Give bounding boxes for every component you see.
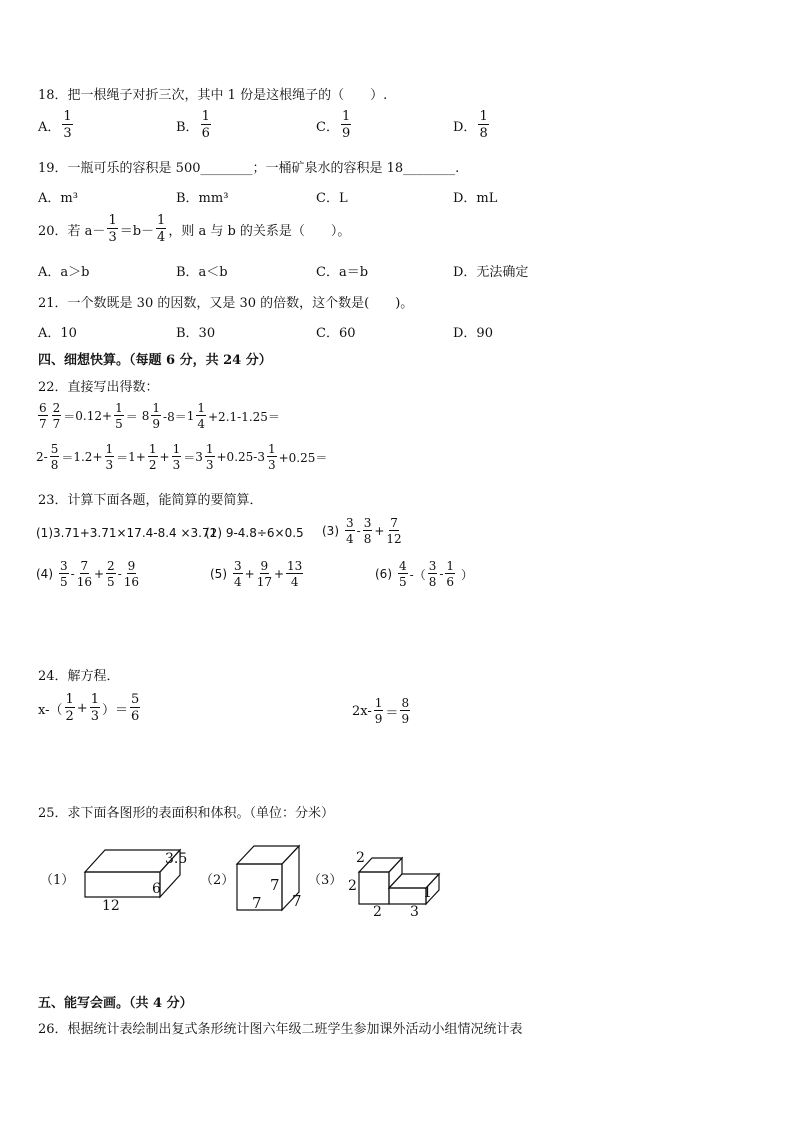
expr-text: 0.12+ <box>75 409 113 423</box>
fraction-denominator: 8 <box>428 575 437 589</box>
expr-text: 1+ <box>128 450 146 464</box>
fraction-numerator: 9 <box>260 559 269 573</box>
operator: - <box>356 524 361 538</box>
fraction-numerator: 3 <box>346 516 354 530</box>
operator: + <box>93 567 105 581</box>
q18-option-a[interactable] <box>38 110 75 140</box>
fraction-numerator: 1 <box>90 692 99 707</box>
fraction-numerator: 1 <box>205 442 214 456</box>
fraction-numerator: 1 <box>201 109 210 124</box>
q23-problem-4 <box>36 560 141 588</box>
fraction-numerator: 1 <box>479 109 488 124</box>
fraction-denominator: 3 <box>90 709 99 724</box>
fraction-numerator: 3 <box>428 559 437 573</box>
section-5-heading: 五、能写会画。（共 4 分） <box>38 996 193 1011</box>
fraction-denominator: 4 <box>234 575 242 589</box>
fraction-numerator: 4 <box>399 559 407 573</box>
fraction-denominator: 16 <box>123 575 140 589</box>
fraction-numerator: 3 <box>60 559 68 573</box>
fraction-numerator: 1 <box>105 442 114 456</box>
fraction-denominator: 2 <box>65 709 74 724</box>
fraction-numerator: 2 <box>52 401 61 415</box>
fig-3-right-edge: 1 <box>423 885 432 901</box>
fraction-numerator: 1 <box>341 109 351 124</box>
section-4-heading: 四、细想快算。（每题 6 分，共 24 分） <box>38 353 272 368</box>
operator: - <box>70 567 75 581</box>
fraction-numerator: 1 <box>63 109 72 124</box>
fig-2-side-edge: 7 <box>292 892 302 910</box>
fraction-numerator: 3 <box>363 516 372 530</box>
q18-option-c[interactable] <box>316 110 353 140</box>
expr-text: +0.25＝ <box>278 450 328 465</box>
fraction-numerator: 1 <box>267 442 276 456</box>
q24-equation-2 <box>352 697 412 725</box>
option-letter: C． <box>316 119 339 135</box>
fig-3-left-edge: 2 <box>348 878 357 894</box>
q20-stem <box>38 214 350 244</box>
fraction-denominator: 3 <box>172 458 181 472</box>
fraction-denominator: 17 <box>256 575 272 589</box>
expr-text: x-（ <box>38 702 63 718</box>
fraction-numerator: 1 <box>446 559 455 573</box>
fraction-denominator: 5 <box>399 575 407 589</box>
expr-text: 3 <box>195 450 203 464</box>
q25-stem: 25．求下面各图形的表面积和体积。（单位：分米） <box>38 806 335 821</box>
q20-option-c[interactable]: C．a＝b <box>316 265 369 280</box>
equals-sign: ＝ <box>63 409 76 424</box>
operator: + <box>76 700 88 716</box>
fraction-denominator: 4 <box>346 532 354 546</box>
fig-1-height: 3.5 <box>165 851 188 867</box>
fraction-denominator: 3 <box>105 458 114 472</box>
q23-problem-2: (2) 9-4.8÷6×0.5 <box>205 526 304 540</box>
option-letter: B． <box>176 119 199 135</box>
q19-option-d[interactable]: D．mL <box>453 191 498 206</box>
fraction-numerator: 7 <box>390 516 398 530</box>
q20-option-a[interactable]: A．a＞b <box>38 265 90 280</box>
problem-number: (4) <box>36 567 53 581</box>
fraction-numerator: 1 <box>197 401 205 415</box>
problem-number: (3) <box>322 524 339 538</box>
fraction-denominator: 5 <box>60 575 68 589</box>
fig-3-label: （3） <box>308 873 343 888</box>
expr-text: 1 <box>186 409 195 423</box>
q23-stem: 23．计算下面各题，能简算的要简算． <box>38 493 263 508</box>
fraction-numerator: 13 <box>287 559 303 573</box>
fraction-numerator: 1 <box>157 213 166 228</box>
fraction-denominator: 5 <box>115 417 123 431</box>
q20-option-d[interactable]: D．无法确定 <box>453 265 529 280</box>
q18-option-b[interactable] <box>176 110 213 140</box>
q23-problem-5 <box>210 560 305 588</box>
fraction-numerator: 8 <box>401 696 410 710</box>
q18-stem: 18．把一根绳子对折三次，其中 1 份是这根绳子的（ ）. <box>38 88 388 103</box>
expr-text: 8 <box>141 409 150 423</box>
fraction-numerator: 1 <box>172 442 181 456</box>
option-letter: D． <box>453 119 477 135</box>
q24-stem: 24．解方程． <box>38 669 120 684</box>
q19-stem: 19．一瓶可乐的容积是 500________；一桶矿泉水的容积是 18________. <box>38 161 460 176</box>
expr-text: 1.2+ <box>73 450 103 464</box>
q23-problem-6 <box>375 560 473 588</box>
q21-option-b[interactable]: B．30 <box>176 326 216 341</box>
equals-sign: ＝ <box>125 409 138 424</box>
q21-stem: 21．一个数既是 30 的因数，又是 30 的倍数，这个数是( )。 <box>38 296 414 311</box>
q20-text-post: ，则 a 与 b 的关系是（ ）。 <box>168 223 351 239</box>
fraction-denominator: 4 <box>157 230 166 245</box>
fraction-denominator: 8 <box>50 458 59 472</box>
q26-stem: 26．根据统计表绘制出复式条形统计图六年级二班学生参加课外活动小组情况统计表 <box>38 1022 523 1037</box>
fraction-denominator: 9 <box>341 126 351 141</box>
composite-solid-figure-3 <box>356 850 446 908</box>
operator: + <box>374 524 385 538</box>
operator: - <box>439 567 444 581</box>
fraction-denominator: 12 <box>386 532 402 546</box>
fraction-numerator: 7 <box>80 559 89 573</box>
fraction-denominator: 9 <box>374 712 383 726</box>
fraction-denominator: 3 <box>63 126 72 141</box>
fraction-denominator: 4 <box>197 417 205 431</box>
fig-3-top-edge: 2 <box>356 850 365 866</box>
fraction-denominator: 7 <box>52 417 61 431</box>
fraction-numerator: 2 <box>107 559 115 573</box>
fraction-denominator: 3 <box>267 458 276 472</box>
q19-option-c[interactable]: C．L <box>316 191 348 206</box>
q22-row-1 <box>36 402 280 430</box>
q23-problem-1: (1)3.71+3.71×17.4-8.4 ×3.71 <box>36 526 218 540</box>
fraction-denominator: 3 <box>108 230 117 245</box>
fig-2-bottom-edge: 7 <box>252 894 262 912</box>
q18-option-d[interactable] <box>453 110 491 140</box>
fraction-numerator: 1 <box>108 213 117 228</box>
fraction-denominator: 8 <box>363 532 372 546</box>
q22-stem: 22．直接写出得数： <box>38 380 159 395</box>
fraction-denominator: 8 <box>479 126 488 141</box>
fraction-denominator: 5 <box>107 575 115 589</box>
operator: + <box>244 567 255 581</box>
q20-text-pre: 20．若 a－ <box>38 223 106 239</box>
equals-sign: ＝ <box>116 450 129 465</box>
fig-1-width: 6 <box>152 881 161 897</box>
fraction-numerator: 1 <box>115 401 123 415</box>
q23-problem-3 <box>322 517 404 545</box>
fraction-numerator: 9 <box>127 559 136 573</box>
fig-1-label: （1） <box>40 873 75 888</box>
fraction-numerator: 1 <box>374 696 383 710</box>
q24-equation-1 <box>38 693 142 723</box>
expr-text: +2.1-1.25＝ <box>208 409 280 424</box>
equals-sign: ＝ <box>183 450 196 465</box>
fraction-numerator: 5 <box>130 692 140 707</box>
fig-2-label: （2） <box>200 873 235 888</box>
expr-text: -8＝ <box>163 409 187 424</box>
expr-text: + <box>159 450 170 464</box>
fraction-denominator: 6 <box>201 126 210 141</box>
fraction-numerator: 1 <box>65 692 74 707</box>
fraction-denominator: 16 <box>76 575 92 589</box>
q19-option-b[interactable]: B．mm³ <box>176 191 229 206</box>
expr-text: +0.25-3 <box>216 450 265 464</box>
equals-sign: ＝ <box>61 450 74 465</box>
problem-number: (6) <box>375 567 392 581</box>
fraction-numerator: 5 <box>50 442 59 456</box>
fraction-denominator: 7 <box>39 417 47 431</box>
operator: ） <box>461 567 474 582</box>
option-letter: A． <box>38 119 61 135</box>
fraction-denominator: 9 <box>152 417 161 431</box>
expr-text: 2- <box>36 450 48 464</box>
fraction-denominator: 4 <box>290 575 299 589</box>
q20-text-mid: ＝b－ <box>119 223 155 239</box>
expr-text: 2x- <box>352 703 372 719</box>
fraction-denominator: 3 <box>205 458 214 472</box>
q21-option-c[interactable]: C．60 <box>316 326 356 341</box>
fig-3-bottom-edge-b: 3 <box>410 904 419 920</box>
fraction-numerator: 1 <box>148 442 157 456</box>
q20-option-b[interactable]: B．a＜b <box>176 265 228 280</box>
q21-option-a[interactable]: A．10 <box>38 326 77 341</box>
equals-sign: ＝ <box>385 705 399 721</box>
fig-1-length: 12 <box>102 898 120 914</box>
fraction-denominator: 6 <box>446 575 455 589</box>
fraction-numerator: 6 <box>39 401 47 415</box>
operator: + <box>273 567 285 581</box>
operator: -（ <box>409 567 426 582</box>
q19-option-a[interactable]: A．m³ <box>38 191 78 206</box>
q21-option-d[interactable]: D．90 <box>453 326 493 341</box>
problem-number: (5) <box>210 567 227 581</box>
fig-2-front-edge: 7 <box>270 876 280 894</box>
fraction-denominator: 6 <box>130 709 140 724</box>
operator: - <box>117 567 122 581</box>
q22-row-2 <box>36 443 327 471</box>
fraction-denominator: 9 <box>401 712 410 726</box>
fraction-numerator: 3 <box>234 559 242 573</box>
fraction-numerator: 1 <box>152 401 161 415</box>
fig-3-bottom-edge-a: 2 <box>373 904 382 920</box>
expr-text: ）＝ <box>101 702 128 718</box>
fraction-denominator: 2 <box>148 458 157 472</box>
